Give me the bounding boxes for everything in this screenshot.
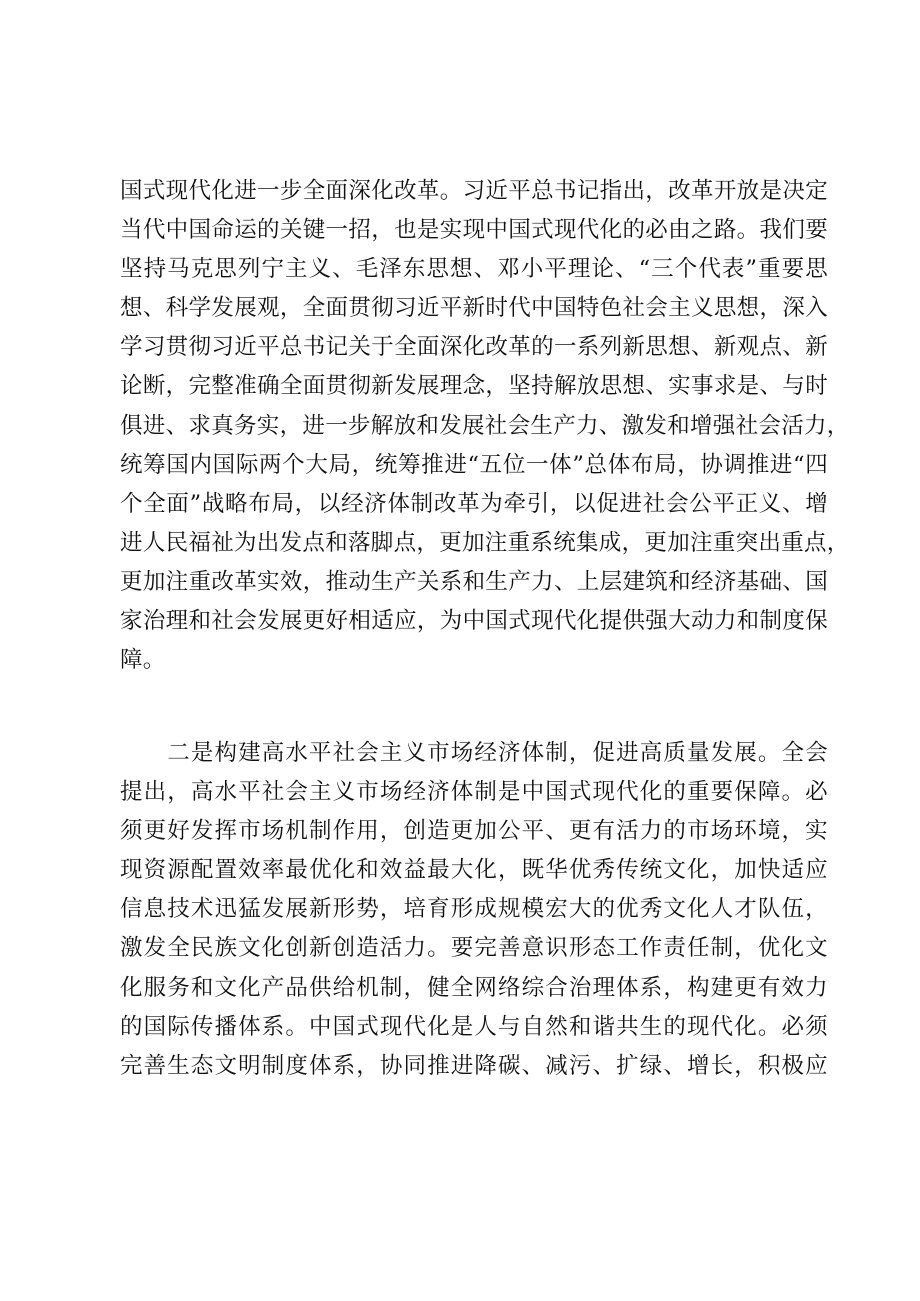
- paragraph-line: 想、科学发展观，全面贯彻习近平新时代中国特色社会主义思想，深入: [120, 295, 828, 322]
- paragraph-line: 现资源配置效率最优化和效益最大化，既华优秀传统文化，加快适应: [120, 857, 828, 884]
- paragraph-line: 提出，高水平社会主义市场经济体制是中国式现代化的重要保障。必: [120, 779, 828, 806]
- paragraph-2: [120, 734, 828, 1086]
- paragraph-line: 学习贯彻习近平总书记关于全面深化改革的一系列新思想、新观点、新: [120, 334, 828, 361]
- paragraph-line: 统筹国内国际两个大局，统筹推进“五位一体”总体布局，协调推进“四: [120, 451, 828, 478]
- paragraph-line: 更加注重改革实效，推动生产关系和生产力、上层建筑和经济基础、国: [120, 568, 828, 595]
- paragraph-line: 二是构建高水平社会主义市场经济体制，促进高质量发展。全会: [120, 740, 828, 766]
- paragraph-line: 信息技术迅猛发展新形势，培育形成规模宏大的优秀文化人才队伍，: [120, 896, 828, 923]
- paragraph-line: 的国际传播体系。中国式现代化是人与自然和谐共生的现代化。必须: [120, 1013, 828, 1040]
- paragraph-line: 激发全民族文化创新创造活力。要完善意识形态工作责任制，优化文: [120, 935, 828, 962]
- paragraph-1: [120, 172, 850, 680]
- paragraph-line: 个全面”战略布局，以经济体制改革为牵引，以促进社会公平正义、增: [120, 490, 828, 517]
- paragraph-line: 完善生态文明制度体系，协同推进降碳、减污、扩绿、增长，积极应: [120, 1052, 828, 1079]
- paragraph-line: 当代中国命运的关键一招，也是实现中国式现代化的必由之路。我们要: [120, 217, 828, 244]
- paragraph-line: 进人民福祉为出发点和落脚点，更加注重系统集成，更加注重突出重点，: [120, 529, 850, 556]
- paragraph-line: 须更好发挥市场机制作用，创造更加公平、更有活力的市场环境，实: [120, 818, 828, 845]
- paragraph-line: 化服务和文化产品供给机制，健全网络综合治理体系，构建更有效力: [120, 974, 828, 1001]
- paragraph-line: 论断，完整准确全面贯彻新发展理念，坚持解放思想、实事求是、与时: [120, 373, 828, 400]
- paragraph-line: 国式现代化进一步全面深化改革。习近平总书记指出，改革开放是决定: [120, 178, 828, 204]
- paragraph-line: 家治理和社会发展更好相适应，为中国式现代化提供强大动力和制度保: [120, 608, 828, 635]
- paragraph-line: 坚持马克思列宁主义、毛泽东思想、邓小平理论、“三个代表”重要思: [120, 256, 828, 283]
- paragraph-line: 障。: [120, 647, 166, 674]
- paragraph-line: 俱进、求真务实，进一步解放和发展社会生产力、激发和增强社会活力，: [120, 412, 850, 439]
